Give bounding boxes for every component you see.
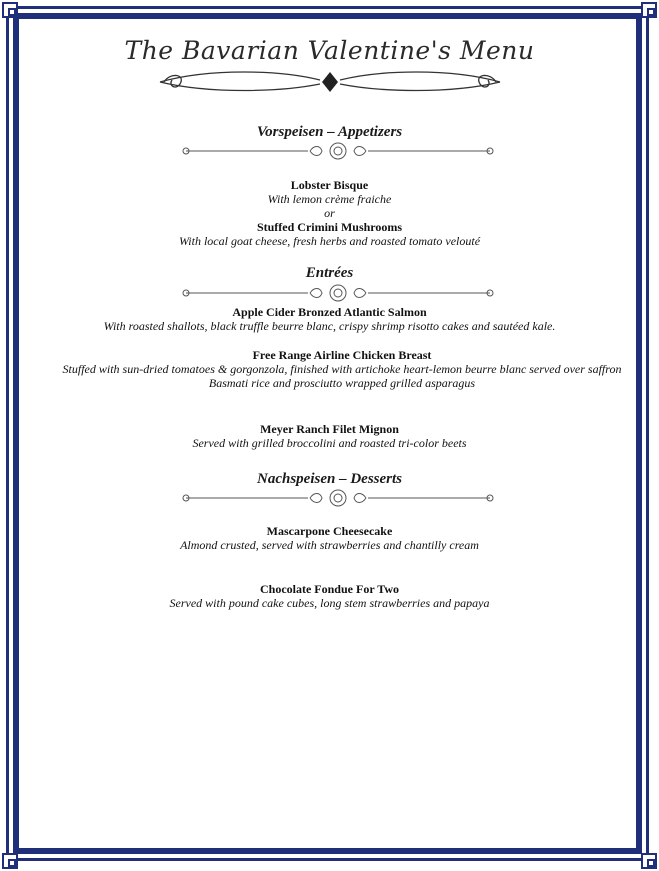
dish-description-continued: Basmati rice and prosciutto wrapped grilled asparagus [208, 376, 476, 390]
dish-salmon [40, 305, 619, 333]
corner-ornament-icon [2, 853, 18, 869]
dish-name: Lobster Bisque [290, 178, 369, 192]
dish-description: Stuffed with sun-dried tomatoes & gorgonzola, finished with artichoke heart-lemon beurre blanc served over saffron [62, 362, 622, 376]
section-heading-desserts: Nachspeisen – Desserts [257, 471, 402, 487]
dish-name: Mascarpone Cheesecake [266, 524, 393, 538]
dish-lobster-bisque [40, 178, 619, 248]
dish-description: With lemon crème fraiche [267, 192, 392, 206]
fleuron-divider-icon [178, 487, 498, 509]
dish-description: With local goat cheese, fresh herbs and roasted tomato velouté [178, 234, 481, 248]
section-heading-appetizers: Vorspeisen – Appetizers [256, 124, 403, 140]
dish-description: With roasted shallots, black truffle beurre blanc, crispy shrimp risotto cakes and sautéed kale. [103, 319, 556, 333]
dish-description: Almond crusted, served with strawberries and chantilly cream [180, 538, 479, 552]
or-connector: or [324, 206, 335, 220]
dish-filet-mignon [40, 422, 619, 450]
dish-name: Apple Cider Bronzed Atlantic Salmon [232, 305, 427, 319]
fleuron-divider-icon [178, 282, 498, 304]
dish-name: Chocolate Fondue For Two [259, 582, 399, 596]
dish-cheesecake [40, 524, 619, 552]
dish-description: Served with grilled broccolini and roasted tri-color beets [192, 436, 467, 450]
dish-name: Meyer Ranch Filet Mignon [260, 422, 399, 436]
fleuron-divider-icon [178, 140, 498, 162]
menu-title: The Bavarian Valentine's Menu [124, 36, 535, 65]
scroll-flourish-icon [150, 64, 510, 100]
dish-fondue [40, 582, 619, 610]
dish-chicken [62, 348, 622, 390]
corner-ornament-icon [641, 2, 657, 18]
dish-name: Stuffed Crimini Mushrooms [256, 220, 403, 234]
corner-ornament-icon [2, 2, 18, 18]
dish-name: Free Range Airline Chicken Breast [252, 348, 432, 362]
dish-description: Served with pound cake cubes, long stem strawberries and papaya [169, 596, 490, 610]
corner-ornament-icon [641, 853, 657, 869]
section-heading-entrees: Entrées [305, 265, 354, 281]
